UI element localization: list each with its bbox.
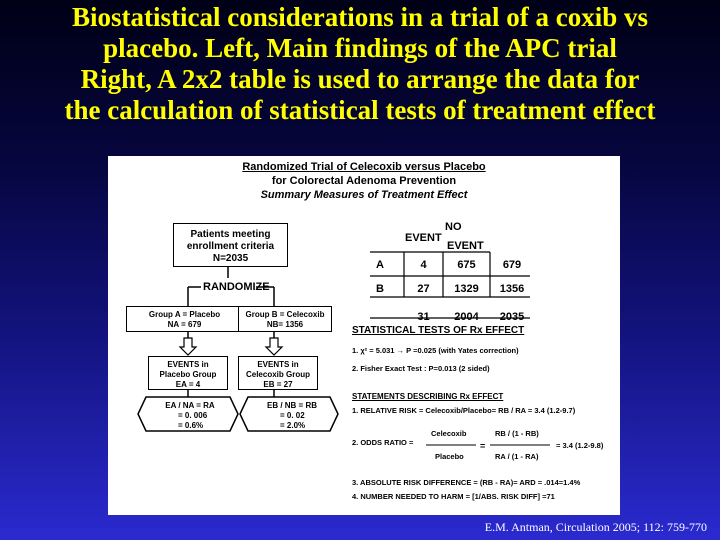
group-b-line-1: Group B = Celecoxib — [245, 310, 325, 319]
figure-heading-1: Randomized Trial of Celecoxib versus Placebo — [242, 161, 486, 173]
enrollment-line-3: N=2035 — [212, 253, 249, 264]
group-a-line-2: NA = 679 — [167, 320, 202, 329]
row-label-b: B — [376, 283, 384, 295]
figure-heading-3: Summary Measures of Treatment Effect — [260, 189, 468, 201]
statements-heading: STATEMENTS DESCRIBING Rx EFFECT — [352, 392, 504, 401]
citation: E.M. Antman, Circulation 2005; 112: 759-770 — [484, 520, 707, 534]
odds-den-right: RA / (1 - RA) — [495, 452, 539, 461]
cell-a-no-event: 675 — [457, 259, 476, 271]
trial-figure — [108, 156, 620, 515]
rate-b-line-3: = 2.0% — [280, 421, 306, 430]
odds-result: = 3.4 (1.2-9.8) — [556, 441, 604, 450]
cell-b-no-event: 1329 — [454, 283, 479, 295]
relative-risk: 1. RELATIVE RISK = Celecoxib/Placebo= RB / RA = 3.4 (1.2-9.7) — [352, 406, 576, 415]
figure-heading-2: for Colorectal Adenoma Prevention — [271, 175, 457, 187]
odds-den-left: Placebo — [435, 452, 464, 461]
row-label-a: A — [376, 259, 384, 271]
events-b-line-3: EB = 27 — [263, 380, 293, 389]
rate-a-line-2: = 0. 006 — [178, 411, 208, 420]
col-header-no-event: EVENT — [447, 240, 484, 252]
col-header-event: EVENT — [405, 232, 442, 244]
rate-a-line-1: EA / NA = RA — [165, 401, 215, 410]
events-a-line-3: EA = 4 — [175, 380, 201, 389]
title-line-3: Right, A 2x2 table is used to arrange the data for — [80, 64, 640, 94]
events-a-line-2: Placebo Group — [159, 370, 217, 379]
stat-tests-heading: STATISTICAL TESTS OF Rx EFFECT — [352, 325, 525, 336]
cell-b-total: 1356 — [499, 283, 525, 295]
title-line-1: Biostatistical considerations in a trial of a coxib vs — [72, 2, 648, 32]
cell-b-event: 27 — [417, 283, 430, 295]
number-needed-to-harm: 4. NUMBER NEEDED TO HARM = [1/ABS. RISK DIFF] =71 — [352, 492, 555, 501]
odds-ratio-label: 2. ODDS RATIO = — [352, 438, 414, 447]
slide-title — [0, 2, 720, 126]
events-b-line-1: EVENTS in — [257, 360, 299, 369]
total-event: 31 — [417, 311, 430, 323]
rate-b-line-2: = 0. 02 — [280, 411, 305, 420]
group-b-line-2: NB= 1356 — [266, 320, 304, 329]
events-a-line-1: EVENTS in — [167, 360, 209, 369]
title-line-2: placebo. Left, Main findings of the APC trial — [103, 33, 617, 63]
odds-num-right: RB / (1 - RB) — [495, 429, 539, 438]
rate-b-line-1: EB / NB = RB — [266, 401, 317, 410]
odds-num-left: Celecoxib — [431, 429, 467, 438]
stat-test-2: 2. Fisher Exact Test : P=0.013 (2 sided) — [352, 364, 490, 373]
randomize-label: RANDOMIZE — [203, 281, 270, 293]
group-a-line-1: Group A = Placebo — [148, 310, 221, 319]
rate-a-line-3: = 0.6% — [178, 421, 204, 430]
events-b-line-2: Celecoxib Group — [245, 370, 310, 379]
enrollment-line-2: enrollment criteria — [186, 241, 275, 252]
total-all: 2035 — [499, 311, 525, 323]
total-no-event: 2004 — [454, 311, 479, 323]
col-header-no: NO — [445, 221, 462, 233]
cell-a-event: 4 — [420, 259, 427, 271]
svg-text:=: = — [480, 441, 486, 451]
absolute-risk: 3. ABSOLUTE RISK DIFFERENCE = (RB - RA)= ARD = .014=1.4% — [352, 478, 581, 487]
cell-a-total: 679 — [502, 259, 522, 271]
stat-test-1: 1. χ² = 5.031 → P =0.025 (with Yates correction) — [352, 346, 519, 355]
title-line-4: the calculation of statistical tests of treatment effect — [64, 95, 656, 125]
enrollment-line-1: Patients meeting — [190, 229, 271, 240]
odds-fraction-bars — [108, 156, 620, 515]
